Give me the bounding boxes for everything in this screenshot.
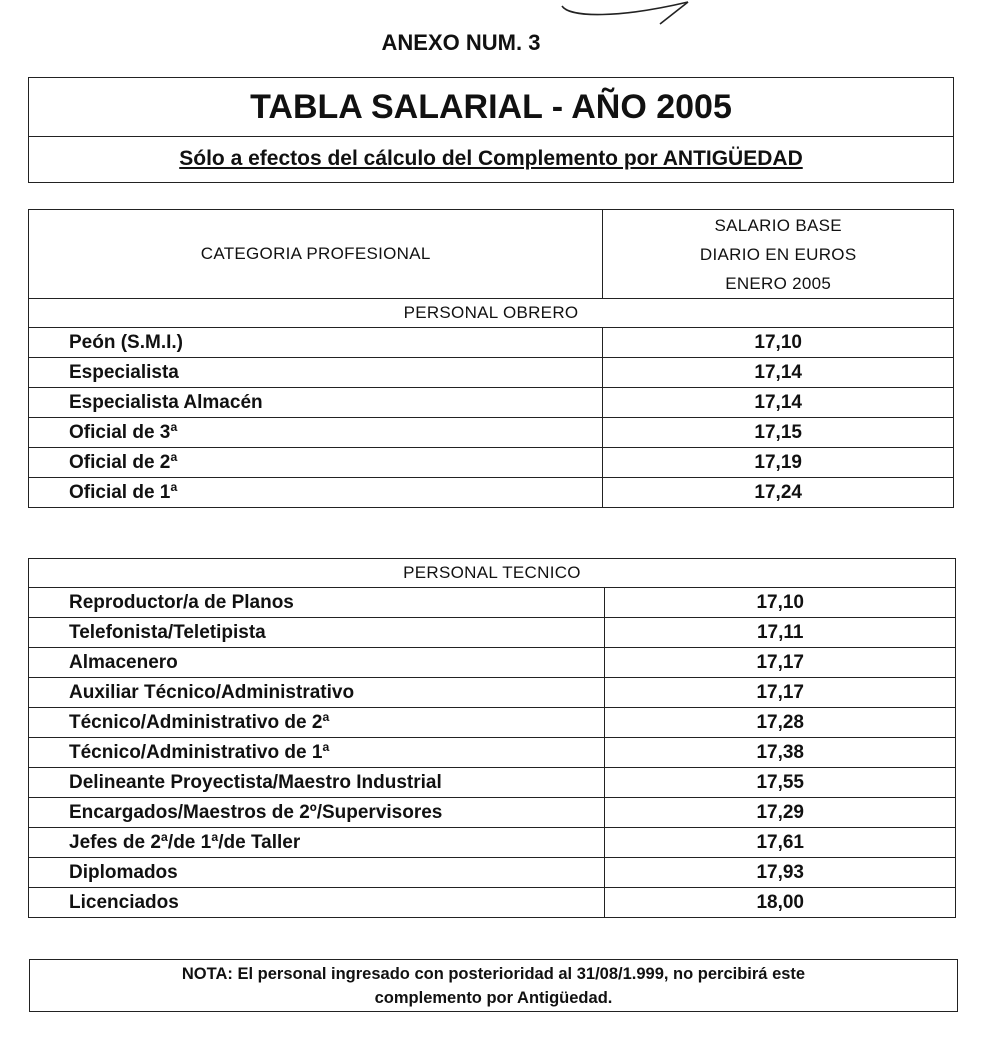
salary-cell: 17,17 [605,648,956,678]
table-row [29,858,956,888]
category-cell: Auxiliar Técnico/Administrativo [29,678,605,708]
page-subtitle [29,137,953,181]
nota-box [29,959,958,1012]
category-header: CATEGORIA PROFESIONAL [29,210,603,299]
salary-cell: 17,93 [605,858,956,888]
category-cell: Delineante Proyectista/Maestro Industrial [29,768,605,798]
page-title: TABLA SALARIAL - AÑO 2005 [29,78,953,137]
salary-header [603,210,954,299]
salary-cell: 17,10 [605,588,956,618]
category-cell: Telefonista/Teletipista [29,618,605,648]
category-cell: Peón (S.M.I.) [29,328,603,358]
section-personal-tecnico: PERSONAL TECNICO [29,559,956,588]
table-row [29,888,956,918]
category-cell: Oficial de 2ª [29,448,603,478]
anexo-label: ANEXO NUM. 3 [381,30,541,55]
category-cell: Oficial de 3ª [29,418,603,448]
category-cell: Especialista Almacén [29,388,603,418]
table-row [29,798,956,828]
table-row [29,328,954,358]
table-row [29,768,956,798]
salary-header-line3: ENERO 2005 [725,273,832,293]
salary-cell: 17,15 [603,418,954,448]
table-row [29,448,954,478]
category-cell: Reproductor/a de Planos [29,588,605,618]
table-row [29,388,954,418]
salary-cell: 17,55 [605,768,956,798]
nota-line1: NOTA: El personal ingresado con posterioridad al 31/08/1.999, no percibirá este [181,965,806,983]
category-cell: Diplomados [29,858,605,888]
salary-cell: 17,11 [605,618,956,648]
salary-cell: 17,10 [603,328,954,358]
title-box [28,77,954,183]
category-cell: Encargados/Maestros de 2º/Supervisores [29,798,605,828]
salary-cell: 17,24 [603,478,954,508]
category-cell: Jefes de 2ª/de 1ª/de Taller [29,828,605,858]
salary-cell: 17,19 [603,448,954,478]
table-row [29,678,956,708]
salary-header-line1: SALARIO BASE [714,215,842,235]
salary-cell: 17,29 [605,798,956,828]
page-subtitle-text: Sólo a efectos del cálculo del Complemento por ANTIGÜEDAD [179,147,803,170]
salary-header-line2: DIARIO EN EUROS [699,244,857,264]
category-cell: Licenciados [29,888,605,918]
table-row [29,418,954,448]
table-row [29,828,956,858]
obrero-table [28,209,954,508]
table-row [29,738,956,768]
nota-line2: complemento por Antigüedad. [374,989,613,1007]
category-cell: Especialista [29,358,603,388]
category-cell: Técnico/Administrativo de 2ª [29,708,605,738]
tecnico-table [28,558,956,918]
table-row [29,708,956,738]
salary-cell: 17,14 [603,358,954,388]
salary-cell: 17,17 [605,678,956,708]
salary-cell: 17,61 [605,828,956,858]
category-cell: Oficial de 1ª [29,478,603,508]
table-row [29,478,954,508]
salary-cell: 17,14 [603,388,954,418]
table-row [29,648,956,678]
category-cell: Técnico/Administrativo de 1ª [29,738,605,768]
table-row [29,588,956,618]
table-header-row [29,210,954,299]
section-personal-obrero: PERSONAL OBRERO [29,299,954,328]
category-cell: Almacenero [29,648,605,678]
salary-cell: 17,28 [605,708,956,738]
table-row [29,618,956,648]
handwritten-scribble [560,0,700,26]
salary-cell: 17,38 [605,738,956,768]
salary-cell: 18,00 [605,888,956,918]
table-row [29,358,954,388]
